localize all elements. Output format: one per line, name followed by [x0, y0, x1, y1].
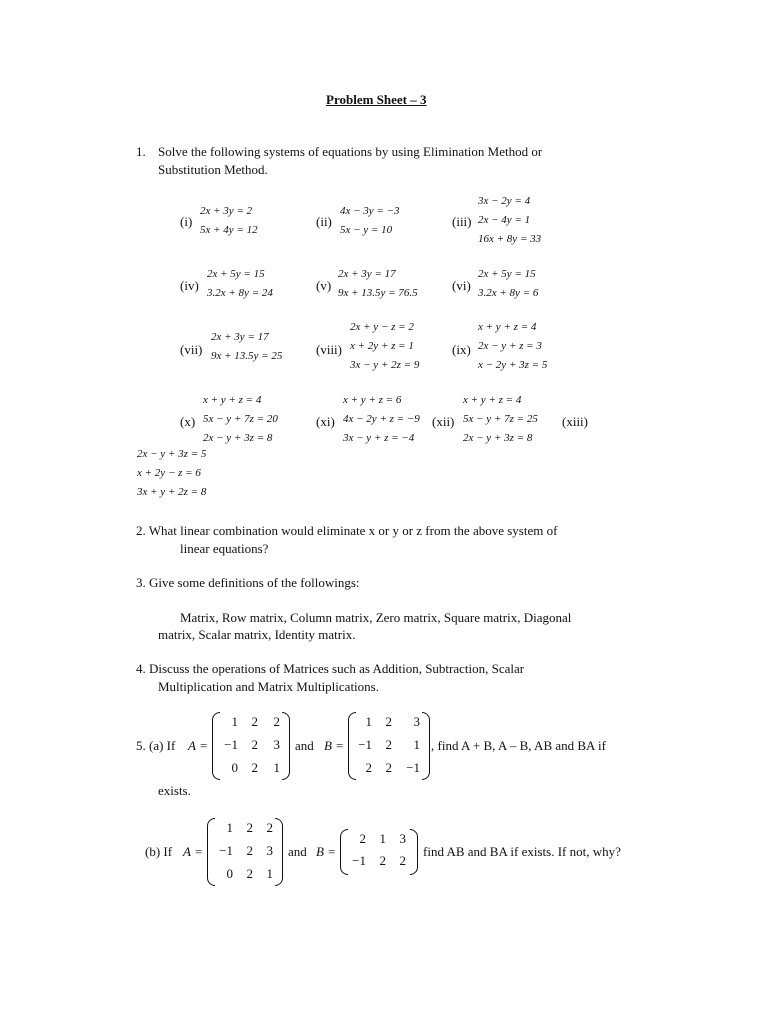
system-label-v: (v): [316, 278, 332, 293]
equation: 9x + 13.5y = 76.5: [338, 287, 418, 299]
system-vii: [211, 328, 282, 366]
matrix-cell: 2: [273, 714, 280, 729]
right-bracket: [282, 712, 290, 780]
matrix-cell: 1: [365, 714, 372, 729]
equation: x + y + z = 4: [203, 394, 262, 406]
matrix-cell: 2: [246, 866, 253, 881]
system-i: [200, 202, 258, 240]
equation: 5x + 4y = 12: [200, 224, 258, 236]
q4-line2: Multiplication and Matrix Multiplications.: [158, 679, 379, 694]
matrix-cell: 3: [399, 831, 406, 846]
matrix-cell: −1: [224, 737, 238, 752]
matrix-cell: 2: [385, 737, 392, 752]
q3-def-line2: matrix, Scalar matrix, Identity matrix.: [158, 627, 356, 642]
q5a-matrix-b: [348, 712, 430, 778]
equation: 2x + 3y = 17: [211, 331, 269, 343]
system-label-x: (x): [180, 414, 196, 429]
system-viii: [350, 318, 419, 375]
q5a-suffix: , find A + B, A – B, AB and BA if: [431, 738, 606, 753]
right-bracket: [275, 818, 283, 886]
matrix-cell: 1: [266, 866, 273, 881]
equals-sign: =: [200, 738, 208, 753]
equals-sign: =: [328, 844, 336, 859]
matrix-cell: 2: [251, 714, 258, 729]
system-label-ii: (ii): [316, 214, 332, 229]
q3-line1: 3. Give some definitions of the followings:: [136, 575, 360, 590]
system-label-ix: (ix): [452, 342, 471, 357]
equation: 2x + 5y = 15: [207, 268, 265, 280]
equation: 5x − y + 7z = 25: [463, 413, 538, 425]
matrix-cell: 0: [231, 760, 238, 775]
q3-def-line1: Matrix, Row matrix, Column matrix, Zero matrix, Square matrix, Diagonal: [180, 610, 572, 625]
equation: x + 2y − z = 6: [137, 467, 201, 479]
matrix-cell: 3: [413, 714, 420, 729]
equation: 2x + 3y = 2: [200, 205, 253, 217]
equation: 5x − y = 10: [340, 224, 393, 236]
q2-line1: 2. What linear combination would eliminate x or y or z from the above system of: [136, 523, 558, 538]
matrix-cell: 2: [251, 737, 258, 752]
equals-sign: =: [195, 844, 203, 859]
equation: 2x + y − z = 2: [350, 321, 414, 333]
q5b-matrix-b: [340, 829, 418, 873]
matrix-cell: 1: [226, 820, 233, 835]
matrix-cell: 2: [399, 853, 406, 868]
matrix-cell: 2: [385, 714, 392, 729]
q1-text-line2: Substitution Method.: [158, 162, 268, 177]
equation: x + y + z = 4: [463, 394, 522, 406]
system-label-i: (i): [180, 214, 193, 229]
system-v: [338, 265, 418, 303]
matrix-cell: 2: [365, 760, 372, 775]
matrix-cell: 3: [273, 737, 280, 752]
system-label-xii: (xii): [432, 414, 455, 429]
matrix-cell: 3: [266, 843, 273, 858]
equation: x + y + z = 4: [478, 321, 537, 333]
equation: 4x − 3y = −3: [340, 205, 400, 217]
system-iv: [207, 265, 273, 303]
system-xii: [463, 391, 538, 448]
matrix-cell: 2: [246, 843, 253, 858]
equation: 2x − y + 3z = 8: [463, 432, 533, 444]
matrix-cell: 0: [226, 866, 233, 881]
system-xi: [343, 391, 420, 448]
system-ix: [478, 318, 547, 375]
and-text: and: [288, 844, 307, 859]
equation: 2x + 5y = 15: [478, 268, 536, 280]
q5a-matrix-a-name: A: [188, 738, 196, 753]
matrix-cell: 1: [413, 737, 420, 752]
system-label-vi: (vi): [452, 278, 471, 293]
system-ii: [340, 202, 400, 240]
equation: 9x + 13.5y = 25: [211, 350, 283, 362]
matrix-cell: 2: [359, 831, 366, 846]
system-x: [203, 391, 278, 448]
equation: 2x − 4y = 1: [478, 214, 531, 226]
equation: 4x − 2y + z = −9: [343, 413, 420, 425]
q5b-prefix: (b) If: [145, 844, 173, 859]
q4-line1: 4. Discuss the operations of Matrices such as Addition, Subtraction, Scalar: [136, 661, 525, 676]
page-title: Problem Sheet – 3: [326, 92, 427, 107]
system-iii: [478, 192, 541, 249]
system-label-viii: (viii): [316, 342, 342, 357]
equation: 5x − y + 7z = 20: [203, 413, 278, 425]
matrix-cell: 2: [251, 760, 258, 775]
matrix-cell: 2: [246, 820, 253, 835]
q5b-suffix: find AB and BA if exists. If not, why?: [423, 844, 621, 859]
q2-line2: linear equations?: [180, 541, 269, 556]
matrix-cell: 2: [385, 760, 392, 775]
matrix-cell: 2: [266, 820, 273, 835]
equals-sign: =: [336, 738, 344, 753]
equation: 2x − y + 3z = 8: [203, 432, 273, 444]
equation: 2x + 3y = 17: [338, 268, 396, 280]
equation: x + y + z = 6: [343, 394, 402, 406]
equation: 3x − 2y = 4: [478, 195, 531, 207]
q5b-matrix-b-name: B: [316, 844, 324, 859]
equation: 3x + y + 2z = 8: [137, 486, 207, 498]
system-label-xiii: (xiii): [562, 414, 588, 429]
q1-number: 1.: [136, 144, 146, 159]
right-bracket: [422, 712, 430, 780]
matrix-cell: 1: [273, 760, 280, 775]
equation: 2x − y + z = 3: [478, 340, 542, 352]
equation: 3x − y + 2z = 9: [350, 359, 420, 371]
q5a-matrix-b-name: B: [324, 738, 332, 753]
matrix-cell: 1: [379, 831, 386, 846]
q5a-matrix-a: [212, 712, 290, 778]
equation: 3.2x + 8y = 6: [478, 287, 539, 299]
q1-text-line1: Solve the following systems of equations by using Elimination Method or: [158, 144, 543, 159]
q5b-matrix-a: [207, 818, 283, 884]
equation: 16x + 8y = 33: [478, 233, 542, 245]
q5a-prefix: 5. (a) If: [136, 738, 176, 753]
matrix-cell: 1: [231, 714, 238, 729]
equation: x − 2y + 3z = 5: [478, 359, 548, 371]
q5a-continuation: exists.: [158, 783, 191, 798]
system-label-xi: (xi): [316, 414, 335, 429]
system-label-vii: (vii): [180, 342, 203, 357]
matrix-cell: 2: [379, 853, 386, 868]
system-label-iii: (iii): [452, 214, 472, 229]
system-xiii: [137, 445, 206, 502]
matrix-cell: −1: [352, 853, 366, 868]
matrix-cell: −1: [406, 760, 420, 775]
matrix-cell: −1: [219, 843, 233, 858]
equation: 2x − y + 3z = 5: [137, 448, 207, 460]
system-label-iv: (iv): [180, 278, 199, 293]
equation: x + 2y + z = 1: [350, 340, 414, 352]
equation: 3.2x + 8y = 24: [207, 287, 273, 299]
system-vi: [478, 265, 538, 303]
matrix-cell: −1: [358, 737, 372, 752]
equation: 3x − y + z = −4: [343, 432, 415, 444]
right-bracket: [410, 829, 418, 875]
q5b-matrix-a-name: A: [183, 844, 191, 859]
and-text: and: [295, 738, 314, 753]
